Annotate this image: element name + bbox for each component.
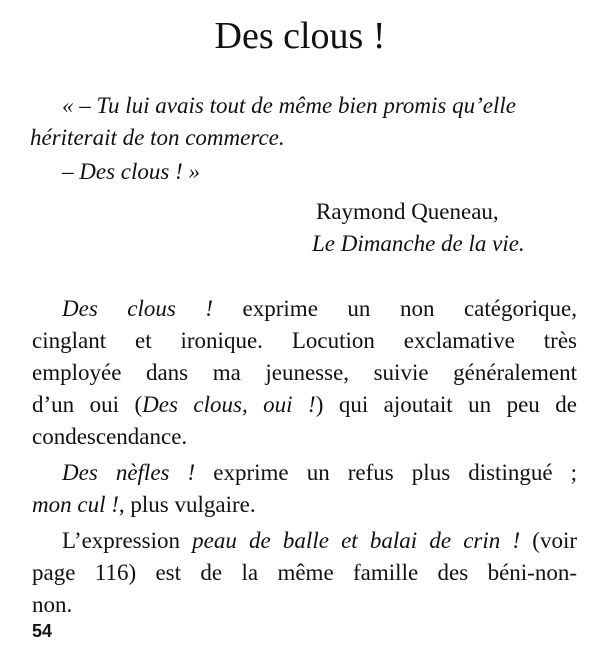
term-des-nefles: Des nèfles ! [62,460,196,485]
epigraph-line-2: hériterait de ton commerce. [30,125,285,150]
term-des-clous-oui: Des clous, oui ! [142,392,316,417]
paragraph-3-line-1 [62,525,577,557]
paragraph-1-line-4-a: d’un oui ( [32,392,143,417]
paragraph-3-line-2: page 116) est de la même famille des béni-non- [32,560,577,585]
paragraph-1-line-1 [62,293,577,325]
paragraph-3-line-3: non. [32,592,73,617]
paragraph-1-line-2: cinglant et ironique. Locution exclamative très [32,328,577,353]
paragraph-2-line-1-text: exprime un refus plus distingué ; [195,460,577,485]
paragraph-1-line-5: condescendance. [32,424,188,449]
paragraph-1-line-4-b: ) qui ajoutait un peu de [315,392,577,417]
term-mon-cul: mon cul ! [32,492,119,517]
page-number: 54 [32,621,53,641]
paragraph-1-line-1-text: exprime un non catégorique, [213,296,577,321]
paragraph-3-line-1-b: (voir [520,528,577,553]
paragraph-2-line-2-text: , plus vulgaire. [118,492,256,517]
paragraph-2-line-2 [32,489,577,521]
paragraph-1-line-3: employée dans ma jeunesse, suivie généralement [32,360,577,385]
page-title: Des clous ! [214,15,386,57]
term-des-clous: Des clous ! [62,296,214,321]
epigraph-author: Raymond Queneau, [316,199,499,224]
paragraph-2-line-1 [62,457,577,489]
epigraph-line-3: – Des clous ! » [62,159,200,184]
paragraph-1-line-4 [32,389,577,421]
paragraph-3-line-1-a: L’expression [62,528,193,553]
epigraph-work-title: Le Dimanche de la vie. [312,231,525,256]
term-peau-de-balle: peau de balle et balai de crin ! [192,528,521,553]
epigraph-line-1: « – Tu lui avais tout de même bien promis qu’elle [62,93,516,118]
